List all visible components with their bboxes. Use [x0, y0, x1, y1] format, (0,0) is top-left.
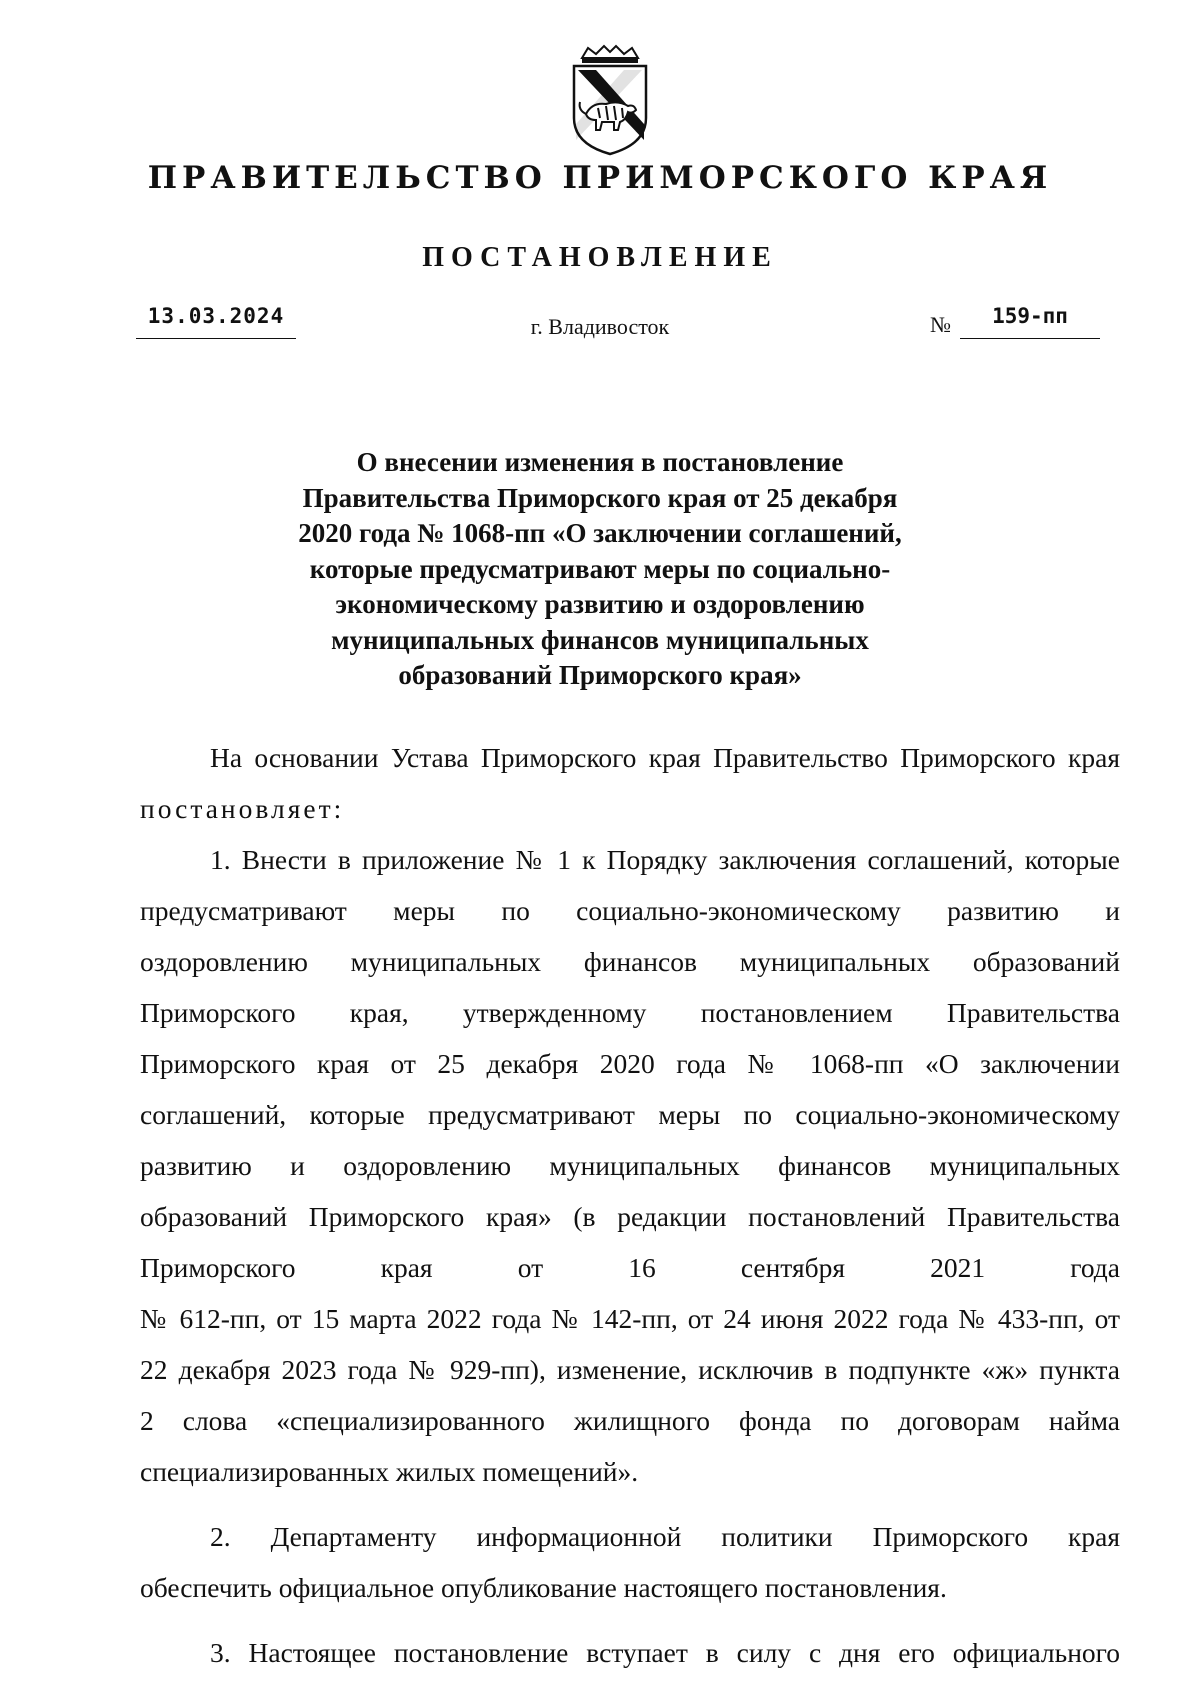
paragraph-line: 1. Внести в приложение № 1 к Порядку заключения соглашений, которые [210, 844, 1120, 875]
document-body [140, 732, 1120, 1678]
document-type: ПОСТАНОВЛЕНИЕ [422, 242, 778, 273]
paragraph-line: 2. Департаменту информационной политики Приморского края [210, 1521, 1120, 1552]
preamble-paragraph [140, 732, 1120, 834]
preamble-resolves: постановляет [140, 793, 334, 824]
subject-line: экономическому развитию и оздоровлению [335, 589, 865, 619]
number-underline [960, 338, 1100, 339]
paragraph-line: Приморского края от 16 сентября 2021 года [140, 1252, 1120, 1283]
subject-line: 2020 года № 1068-пп «О заключении соглашений, [298, 518, 902, 548]
paragraph-line: развитию и оздоровлению муниципальных финансов муниципальных [140, 1150, 1120, 1181]
document-meta [0, 300, 1200, 340]
paragraph-line: обеспечить официальное опубликование настоящего постановления. [140, 1572, 947, 1603]
subject-line: О внесении изменения в постановление [356, 447, 844, 477]
paragraph-line: Приморского края, утвержденному постановлением Правительства [140, 997, 1120, 1028]
preamble-text: На основании Устава Приморского края Правительство Приморского края [210, 742, 1120, 773]
subject-line: которые предусматривают меры по социально- [309, 553, 891, 584]
paragraph-line: оздоровлению муниципальных финансов муниципальных образований [140, 946, 1120, 977]
paragraph-line: 2 слова «специализированного жилищного фонда по договорам найма [140, 1405, 1120, 1436]
document-date: 13.03.2024 [147, 304, 285, 328]
coat-of-arms-icon [568, 44, 652, 156]
item-1-paragraph [140, 834, 1120, 1497]
paragraph-line: Приморского края от 25 декабря 2020 года № 1068-пп «О заключении [140, 1048, 1120, 1079]
paragraph-line: соглашений, которые предусматривают меры по социально-экономическому [140, 1099, 1120, 1130]
item-3-paragraph [140, 1627, 1120, 1678]
item-2-paragraph [140, 1511, 1120, 1613]
subject-line: образований Приморского края» [398, 660, 802, 690]
subject-line: муниципальных финансов муниципальных [331, 624, 869, 655]
document-number: 159-пп [992, 304, 1068, 328]
paragraph-line: специализированных жилых помещений». [140, 1456, 639, 1487]
subject-line: Правительства Приморского края от 25 декабря [302, 482, 898, 513]
paragraph-line: 22 декабря 2023 года № 929-пп), изменение, исключив в подпункте «ж» пункта [140, 1354, 1120, 1385]
document-city: г. Владивосток [530, 314, 670, 339]
government-title: ПРАВИТЕЛЬСТВО ПРИМОРСКОГО КРАЯ [147, 160, 1053, 196]
preamble-colon: : [333, 793, 342, 824]
paragraph-line: 3. Настоящее постановление вступает в силу с дня его официального [210, 1637, 1120, 1668]
document-number-label: № [930, 312, 951, 337]
document-subject [240, 445, 960, 694]
paragraph-line: образований Приморского края» (в редакции постановлений Правительства [140, 1201, 1120, 1232]
paragraph-line: предусматривают меры по социально-экономическому развитию и [140, 895, 1120, 926]
paragraph-line: № 612-пп, от 15 марта 2022 года № 142-пп, от 24 июня 2022 года № 433-пп, от [140, 1303, 1120, 1334]
